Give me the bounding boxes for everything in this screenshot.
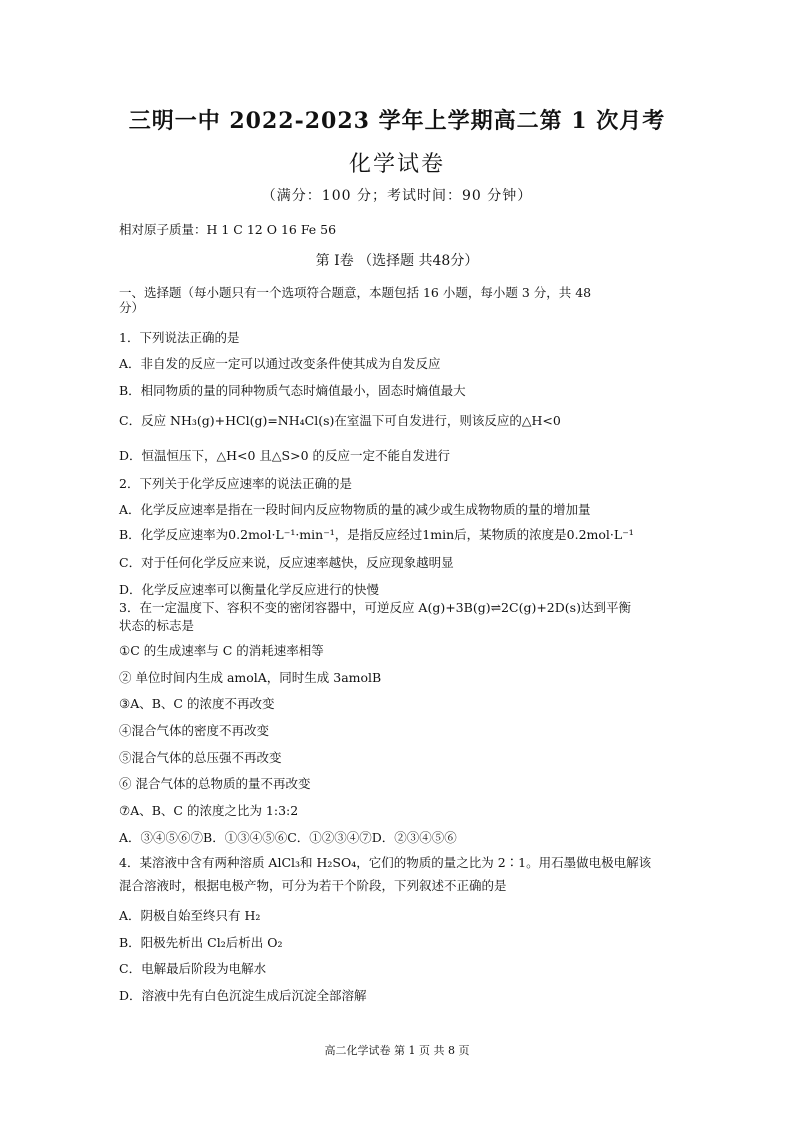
q3-item-6: ⑥ 混合气体的总物质的量不再改变	[119, 776, 311, 791]
q4-option-b: B．阳极先析出 Cl₂后析出 O₂	[119, 935, 283, 950]
q4-stem-2: 混合溶液时，根据电极产物，可分为若干个阶段，下列叙述不正确的是	[119, 878, 507, 893]
q3-item-3: ③A、B、C 的浓度不再改变	[119, 696, 275, 711]
q1-option-c: C．反应 NH₃(g)+HCl(g)=NH₄Cl(s)在室温下可自发进行，则该反应的△H<0	[119, 413, 561, 428]
q3-item-7: ⑦A、B、C 的浓度之比为 1:3:2	[119, 803, 299, 818]
section-instruction-2: 分）	[119, 300, 145, 315]
exam-subtitle: 化学试卷	[348, 152, 445, 177]
section-label: 第 Ⅰ卷 （选择题 共48分）	[315, 253, 479, 269]
q1-option-b: B．相同物质的量的同种物质气态时熵值最小，固态时熵值最大	[119, 383, 466, 398]
q2-option-d: D．化学反应速率可以衡量化学反应进行的快慢	[119, 582, 380, 597]
q3-item-2: ② 单位时间内生成 amolA，同时生成 3amolB	[119, 670, 382, 685]
section-instruction-1: 一、选择题（每小题只有一个选项符合题意，本题包括 16 小题，每小题 3 分，共 48	[119, 285, 592, 300]
q1-option-a: A．非自发的反应一定可以通过改变条件使其成为自发反应	[119, 356, 441, 371]
q1-stem: 1．下列说法正确的是	[119, 330, 240, 345]
q2-option-b: B．化学反应速率为0.2mol·L⁻¹·min⁻¹，是指反应经过1min后，某物质的浓度是0.2mol·L⁻¹	[119, 527, 634, 542]
score-time-line: （满分：100 分；考试时间：90 分钟）	[261, 188, 533, 204]
q3-stem-2: 状态的标志是	[119, 618, 195, 633]
q3-options: A．③④⑤⑥⑦B．①③④⑤⑥C．①②③④⑦D．②③④⑤⑥	[119, 830, 457, 845]
q4-option-c: C．电解最后阶段为电解水	[119, 961, 267, 976]
q4-stem-1: 4．某溶液中含有两种溶质 AlCl₃和 H₂SO₄，它们的物质的量之比为 2∶1。用石墨做电极电解该	[119, 855, 652, 870]
atomic-masses: 相对原子质量：H 1 C 12 O 16 Fe 56	[119, 222, 337, 237]
q4-option-d: D．溶液中先有白色沉淀生成后沉淀全部溶解	[119, 988, 367, 1003]
exam-title: 三明一中 2022-2023 学年上学期高二第 1 次月考	[128, 108, 666, 134]
page-footer: 高二化学试卷 第 1 页 共 8 页	[324, 1044, 470, 1057]
q3-item-4: ④混合气体的密度不再改变	[119, 723, 270, 738]
q2-option-c: C．对于任何化学反应来说，反应速率越快，反应现象越明显	[119, 555, 454, 570]
q3-stem-1: 3．在一定温度下、容积不变的密闭容器中，可逆反应 A(g)+3B(g)⇌2C(g)+2D(s)达到平衡	[119, 600, 631, 615]
q3-item-1: ①C 的生成速率与 C 的消耗速率相等	[119, 643, 324, 658]
q3-item-5: ⑤混合气体的总压强不再改变	[119, 750, 282, 765]
q2-option-a: A．化学反应速率是指在一段时间内反应物物质的量的减少或生成物物质的量的增加量	[119, 502, 591, 517]
q4-option-a: A．阴极自始至终只有 H₂	[119, 908, 261, 923]
q2-stem: 2．下列关于化学反应速率的说法正确的是	[119, 476, 352, 491]
q1-option-d: D．恒温恒压下，△H<0 且△S>0 的反应一定不能自发进行	[119, 448, 451, 463]
